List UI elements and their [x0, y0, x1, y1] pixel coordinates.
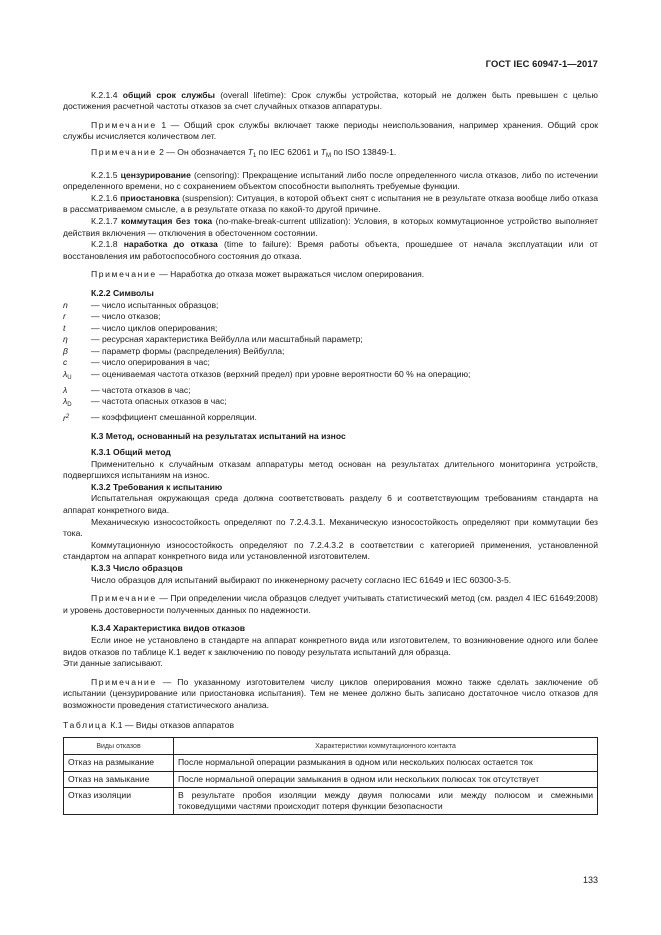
- term-number: К.2.1.7: [91, 215, 118, 226]
- paragraph: Коммутационную износостойкость определяют по 7.2.4.3.2 в соответствии с категорией применения, установленной стандартом на аппарат конкретного вида или установленной изготовителем.: [63, 539, 598, 562]
- failure-modes-table: [63, 737, 598, 815]
- term-definition: (suspension): Ситуация, в которой объект снят с испытания не в результате отказа вообще либо отказа в рассматриваемом смысле, а в результате отказа по какой-то другой причине.: [63, 192, 599, 215]
- term-number: К.2.1.5: [91, 169, 118, 180]
- term-definition: (no-make-break-current utilization): Условия, в которых коммутационное устройство выполняет действия включения — отключения в обесточенном состоянии.: [63, 215, 598, 238]
- table-cell: В результате пробоя изоляции между двумя полюсами или между полюсом и смежными токоведущими частями происходит потеря функции безопасности: [174, 787, 598, 814]
- symbol-dash: —: [91, 411, 100, 422]
- table-cell: Отказ изоляции: [64, 787, 174, 814]
- page-number: 133: [582, 875, 598, 885]
- note-text: — По указанному изготовителем числу циклов оперирования можно также сделать заключение об испытании (цензурирование или приостановка испытания). Тем не менее должно быть записано достаточное число отказов для возможности проведения статистического анализа.: [63, 676, 598, 710]
- symbol: [63, 357, 91, 369]
- page-header: ГОСТ IEC 60947-1—2017: [485, 58, 598, 69]
- symbol-subscript: U: [67, 375, 72, 382]
- note-label: Примечание: [91, 676, 157, 687]
- symbol-description: оцениваемая частота отказов (верхний предел) при уровне вероятности 60 % на операцию;: [101, 369, 471, 380]
- term-name: наработка до отказа: [123, 239, 218, 250]
- section-heading-k3: К.3 Метод, основанный на результатах испытаний на износ: [91, 431, 346, 442]
- symbol-letter: λ: [63, 369, 68, 380]
- term-definition: (censoring): Прекращение испытаний либо после определенного числа отказов, либо по истечении определенного времени, но с сохранением объектом способности выполнять требуемые функции.: [63, 169, 598, 192]
- symbol-t: T: [320, 146, 326, 157]
- paragraph: Применительно к случайным отказам аппаратуры метод основан на результатах длительного мониторинга устройств, подвергшихся испытаниям на износ.: [63, 458, 598, 481]
- term-number: К.2.1.6: [91, 192, 118, 203]
- symbol-description: частота опасных отказов в час;: [101, 396, 227, 407]
- symbol-letter: β: [63, 345, 68, 356]
- symbol-subscript: 1: [252, 152, 257, 159]
- table-cell: После нормальной операции размыкания в одном или нескольких полюсах остается ток: [174, 755, 598, 771]
- symbol-description: число оперирования в час;: [101, 357, 210, 368]
- symbol-item: [63, 412, 598, 425]
- symbol: [63, 346, 91, 358]
- paragraph: Эти данные записывают.: [63, 658, 163, 669]
- paragraph: Механическую износостойкость определяют по 7.2.4.3.1. Механическую износостойкость определяют при коммутации без тока.: [63, 516, 598, 539]
- term-definition: (time to failure): Время работы объекта, прошедшее от начала эксплуатации или от восстановления им работоспособного состояния до отказа.: [63, 239, 598, 261]
- symbol-description: число отказов;: [101, 311, 161, 322]
- note-text: — Наработка до отказа может выражаться числом оперирования.: [156, 269, 425, 280]
- section-heading-k3-2: К.3.2 Требования к испытанию: [91, 481, 223, 492]
- table-caption: [63, 720, 598, 732]
- symbol: [63, 300, 91, 312]
- note-2: [63, 147, 598, 163]
- note-sample-count: [63, 593, 598, 616]
- note-text: по IEC 62061 и: [256, 146, 321, 157]
- symbol-description: число циклов оперирования;: [101, 322, 218, 333]
- table-row: [64, 771, 598, 787]
- note-label: Примечание: [91, 119, 157, 130]
- symbol: [63, 323, 91, 335]
- term-k2-1-4: [63, 90, 598, 113]
- symbol: [63, 396, 91, 412]
- symbol: [63, 334, 91, 346]
- term-name: цензурирование: [120, 169, 191, 180]
- symbol-letter: n: [63, 299, 68, 310]
- symbol-dash: —: [91, 311, 100, 322]
- symbol-item: [63, 300, 598, 312]
- table-caption-label: Таблица: [63, 719, 108, 730]
- symbol-dash: —: [91, 396, 100, 407]
- section-heading-k3-4: К.3.4 Характеристика видов отказов: [91, 623, 246, 634]
- note-1: [63, 120, 598, 143]
- term-k2-1-5: [63, 170, 598, 193]
- term-k2-1-6: [63, 193, 598, 216]
- table-cell: Отказ на размыкание: [64, 755, 174, 771]
- section-heading-k3-1: К.3.1 Общий метод: [91, 447, 171, 458]
- term-definition: (overall lifetime): Срок службы устройства, который не должен быть превышен с целью достижения расчетной частоты отказов за счет случайных отказов аппаратуры.: [63, 89, 598, 112]
- paragraph: Испытательная окружающая среда должна соответствовать разделу 6 и соответствующим требованиям стандарта на аппарат конкретного вида.: [63, 493, 598, 515]
- symbol-description: ресурсная характеристика Вейбулла или масштабный параметр;: [101, 334, 363, 345]
- symbol-letter: η: [63, 334, 68, 345]
- symbol-item: [63, 334, 598, 346]
- term-number: К.2.1.4: [91, 89, 118, 100]
- section-heading-k3-3: К.3.3 Число образцов: [91, 562, 183, 573]
- table-row: [64, 787, 598, 814]
- symbol-dash: —: [91, 357, 100, 368]
- symbol-item: [63, 385, 598, 397]
- column-header: Характеристики коммутационного контакта: [174, 738, 598, 755]
- symbol: [63, 385, 91, 397]
- symbol-letter: c: [63, 357, 68, 368]
- symbol-letter: λ: [63, 384, 68, 395]
- symbol-description: число испытанных образцов;: [101, 299, 219, 310]
- paragraph: Число образцов для испытаний выбирают по инженерному расчету согласно IEC 61649 и IEC 60300-3-5.: [91, 574, 512, 585]
- symbol-subscript: M: [325, 152, 331, 159]
- symbol-dash: —: [91, 322, 100, 333]
- symbol-superscript: 2: [65, 413, 70, 420]
- symbol-description: параметр формы (распределения) Вейбулла;: [101, 345, 285, 356]
- term-name: общий срок службы: [122, 89, 215, 100]
- symbol: [63, 412, 91, 425]
- note-number: 2: [159, 146, 164, 157]
- note-text: — При определении числа образцов следует учитывать статистический метод (см. раздел 4 IEC 61649:2008) и уровень достоверности полученных данных по надежности.: [63, 593, 598, 615]
- note-label: Примечание: [91, 146, 157, 157]
- symbol-dash: —: [91, 384, 100, 395]
- symbol-letter: λ: [63, 396, 68, 407]
- symbol-subscript: D: [67, 402, 72, 409]
- symbol-description: частота отказов в час;: [101, 384, 191, 395]
- symbol-item: [63, 323, 598, 335]
- symbol-t: T: [247, 146, 253, 157]
- paragraph: Если иное не установлено в стандарте на аппарат конкретного вида или изготовителем, то возникновение одного или более видов отказов по таблице К.1 ведет к заключению по поводу результата испытаний для образца.: [63, 634, 598, 657]
- symbol-item: [63, 396, 598, 412]
- symbol-item: [63, 311, 598, 323]
- symbol: [63, 369, 91, 385]
- symbol-dash: —: [91, 369, 100, 380]
- symbol-description: коэффициент смешанной корреляции.: [101, 411, 257, 422]
- note-text: — Он обозначается: [163, 146, 248, 157]
- symbol-letter: r: [63, 412, 66, 423]
- table-cell: Отказ на замыкание: [64, 771, 174, 787]
- term-number: К.2.1.8: [91, 239, 118, 250]
- note-text: — Общий срок службы включает также периоды неиспользования, например хранения. Общий срок службы исчисляется количеством лет.: [63, 119, 599, 142]
- table-row: [64, 755, 598, 771]
- symbol-item: [63, 346, 598, 358]
- symbol-item: [63, 369, 598, 385]
- table-header-row: [64, 738, 598, 755]
- note-time-to-failure: [63, 269, 598, 281]
- note-label: Примечание: [91, 593, 157, 604]
- term-k2-1-8: [63, 239, 598, 262]
- symbol-list: [63, 300, 598, 425]
- symbol-dash: —: [91, 334, 100, 345]
- term-name: приостановка: [120, 192, 180, 203]
- symbol-letter: r: [63, 311, 66, 322]
- term-k2-1-7: [63, 216, 598, 239]
- column-header: Виды отказов: [64, 738, 174, 755]
- note-number: 1: [161, 119, 167, 130]
- symbol-dash: —: [91, 345, 100, 356]
- table-cell: После нормальной операции замыкания в одном или нескольких полюсах ток отсутствует: [174, 771, 598, 787]
- note-label: Примечание: [91, 269, 157, 280]
- section-heading-symbols: К.2.2 Символы: [91, 287, 154, 298]
- symbol-item: [63, 357, 598, 369]
- note-operation-cycles: [63, 677, 598, 712]
- term-name: коммутация без тока: [121, 215, 213, 226]
- table-caption-title: К.1 — Виды отказов аппаратов: [107, 719, 235, 730]
- symbol-dash: —: [91, 299, 100, 310]
- symbol-letter: t: [63, 322, 66, 333]
- note-text: по ISO 13849-1.: [330, 146, 397, 157]
- symbol: [63, 311, 91, 323]
